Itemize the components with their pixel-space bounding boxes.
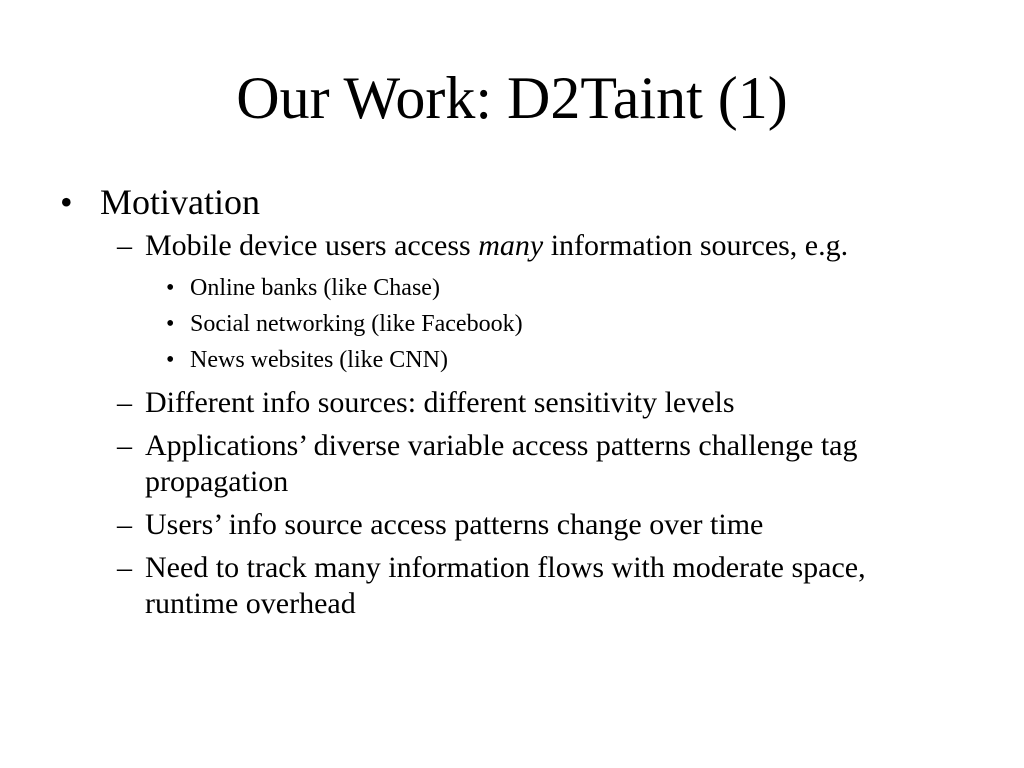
subsubbullet-text: News websites (like CNN) — [190, 347, 448, 373]
subsubbullet-news-websites — [0, 345, 1024, 375]
subbullet-text-end: information sources, e.g. — [543, 229, 849, 262]
bullet-marker: • — [60, 182, 73, 222]
subbullet-text-start: Mobile device users access — [145, 229, 479, 262]
subbullet-sensitivity-levels — [0, 385, 965, 421]
subsubbullet-social-networking — [0, 309, 1024, 339]
subbullet-text: Applications’ diverse variable access patterns challenge tag propagation — [145, 429, 858, 498]
slide-body — [0, 178, 1024, 622]
subbullet-patterns-change — [0, 507, 965, 543]
dash-marker: – — [117, 508, 132, 541]
bullet-text: Motivation — [100, 182, 260, 222]
subbullet-many-sources — [0, 228, 965, 264]
subbullet-text: Users’ info source access patterns change over time — [145, 508, 764, 541]
bullet-motivation — [0, 180, 1024, 224]
subsubbullet-text: Social networking (like Facebook) — [190, 311, 523, 337]
subsubbullet-online-banks — [0, 273, 1024, 303]
subbullet-text: Need to track many information flows with moderate space, runtime overhead — [145, 551, 866, 620]
subsubbullet-text: Online banks (like Chase) — [190, 275, 440, 301]
bullet-marker: • — [166, 347, 175, 373]
dash-marker: – — [117, 551, 132, 584]
subbullet-access-patterns — [0, 428, 965, 500]
subbullet-track-flows — [0, 550, 965, 622]
slide-title: Our Work: D2Taint (1) — [236, 65, 788, 131]
dash-marker: – — [117, 229, 132, 262]
bullet-marker: • — [166, 275, 175, 301]
subbullet-text: Different info sources: different sensitivity levels — [145, 386, 735, 419]
subbullet-emphasis: many — [478, 229, 544, 262]
bullet-marker: • — [166, 311, 175, 337]
dash-marker: – — [117, 429, 132, 462]
dash-marker: – — [117, 386, 132, 419]
